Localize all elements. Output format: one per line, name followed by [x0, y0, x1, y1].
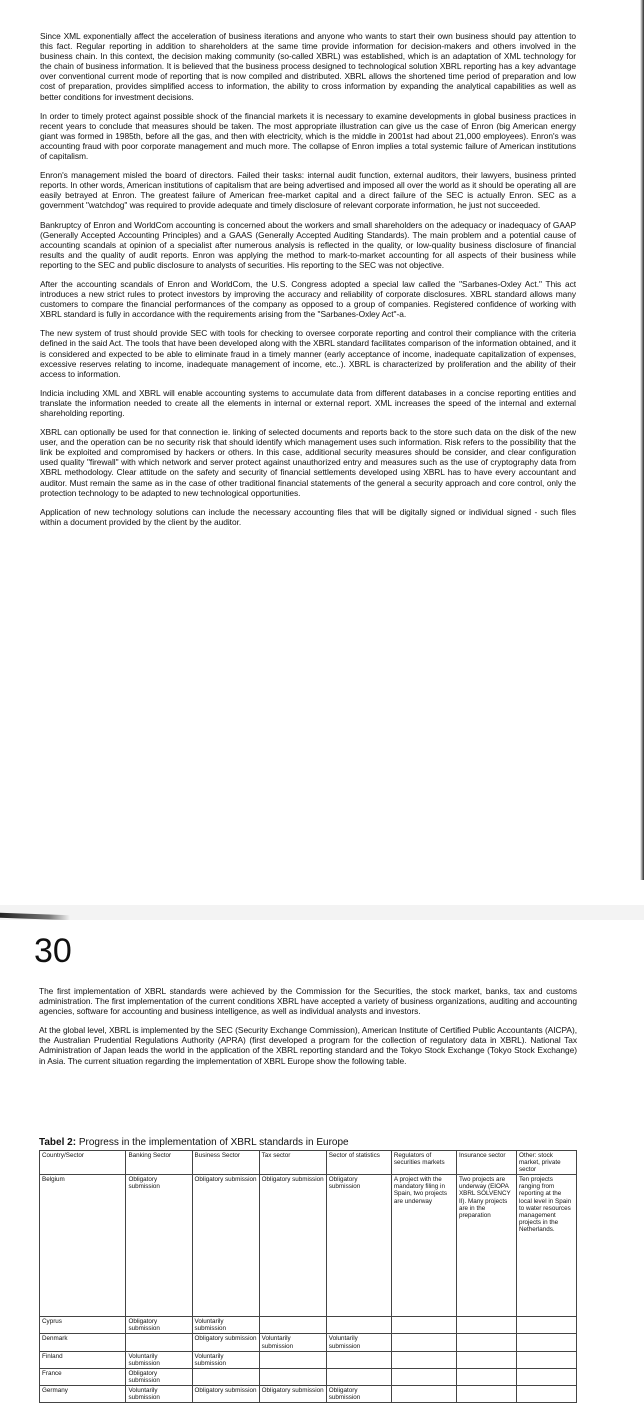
table-cell: Denmark	[40, 1334, 126, 1351]
table-row	[40, 1175, 577, 1317]
paragraph: At the global level, XBRL is implemented by the SEC (Security Exchange Commission), American Institute of Certified Public Accountants (AICPA), the Australian Prudential Regulations Authority (APRA) (first developed a program for the collection of regulatory data in XBRL). National Tax Administration of Japan leads the world in the application of the XBRL reporting standard and the Tokyo Stock Exchange (Tokyo Stock Exchange) in Asia. The current situation regarding the implementation of XBRL Europe show the following table.	[39, 1025, 577, 1066]
table-cell: Ten projects ranging from reporting at the local level in Spain to water resources management projects in the Netherlands.	[516, 1175, 576, 1317]
paragraph: The new system of trust should provide SEC with tools for checking to oversee corporate reporting and control their compliance with the criteria defined in the said Act. The tools that have been developed along with the XBRL standard facilitates comparison of the information obtained, and it is considered and expected to be able to eliminate fraud in a timely manner (early acceptance of income, inadequate capitalization of expenses, excessive reserves relating to income, inadequate management of income, etc..). XBRL is characterized by proliferation and the ability of their access to information.	[40, 328, 576, 379]
table-cell: Finland	[40, 1351, 126, 1368]
table-cell	[391, 1317, 456, 1334]
table-cell: Voluntarily submission	[326, 1334, 391, 1351]
table-cell	[456, 1368, 516, 1385]
paragraph: Indicia including XML and XBRL will enable accounting systems to accumulate data from different databases in a concise reporting entities and translate the information needed to create all the elements in internal or external report. XML increases the speed of the internal and external shareholding reporting.	[40, 387, 576, 418]
paragraph: Bankruptcy of Enron and WorldCom accounting is concerned about the workers and small shareholders on the adequacy or inadequacy of GAAP (Generally Accepted Accounting Principles) and a GAAS (Generally Accepted Auditing Standards). The main problem and a potential cause of accounting scandals at opinion of a specialist after numerous analysis is reflected in the quality, or low-quality business disclosure of financial results and the quality of audit reports. Enron was applying the method to mark-to-market accounting for all aspects of their business while reporting to the SEC and public disclosure to analysts of securities. His reporting to the SEC was not objective.	[40, 219, 576, 270]
table-cell	[516, 1386, 576, 1403]
xbrl-progress-table	[39, 1150, 577, 1403]
table-cell	[456, 1317, 516, 1334]
table-cell: Obligatory submission	[326, 1386, 391, 1403]
table-cell: Germany	[40, 1386, 126, 1403]
table-cell: Obligatory submission	[326, 1175, 391, 1317]
table-caption-label: Tabel 2:	[39, 1137, 77, 1148]
table-cell: Obligatory submission	[192, 1175, 259, 1317]
table-cell: Voluntarily submission	[126, 1351, 192, 1368]
table-cell: Obligatory submission	[259, 1175, 326, 1317]
table-row	[40, 1368, 577, 1385]
table-cell	[326, 1317, 391, 1334]
paragraph: Enron's management misled the board of directors. Failed their tasks: internal audit function, external auditors, their lawyers, business printed reports. In other words, American institutions of capitalism that are being advertised and imposed all over the world as it should be operating all are easily betrayed at Enron. The greatest failure of American free-market capital and a direct failure of the SEC is actually Enron. SEC as a government "watchdog" was required to provide adequate and timely disclosure of relevant corporate information, he just not succeeded.	[40, 170, 576, 211]
table-cell	[516, 1368, 576, 1385]
table-cell	[516, 1334, 576, 1351]
table-cell	[126, 1334, 192, 1351]
table-header-cell: Country/Sector	[40, 1151, 126, 1175]
table-cell: Obligatory submission	[126, 1317, 192, 1334]
table-row	[40, 1317, 577, 1334]
table-header-cell: Sector of statistics	[326, 1151, 391, 1175]
document-page-2	[0, 920, 644, 1425]
table-cell	[516, 1351, 576, 1368]
table-cell	[391, 1351, 456, 1368]
table-header-cell: Banking Sector	[126, 1151, 192, 1175]
table-cell: Obligatory submission	[192, 1386, 259, 1403]
page-1-body	[40, 31, 576, 536]
table-row	[40, 1386, 577, 1403]
table-header-row	[40, 1151, 577, 1175]
table-header-cell: Tax sector	[259, 1151, 326, 1175]
table-row	[40, 1334, 577, 1351]
paragraph: Since XML exponentially affect the acceleration of business iterations and anyone who wants to start their own business should pay attention to this fact. Regular reporting in addition to shareholders at the same time provide information for decision-makers and others involved in the business chain. In this context, the decision making community (so-called XBRL) was established, which is an adaptation of XML technology for the chain of business information. It is believed that the business process designed to technological solution XBRL reporting has a key advantage over conventional current mode of reporting that is now compiled and distributed. XBRL allows the shortened time period of preparation and low cost of preparation, provides simplified access to information, the ability to cross information by expanding the analytical capabilities as well as better conditions for investment decisions.	[40, 31, 576, 102]
table-cell	[259, 1351, 326, 1368]
table-cell: Voluntarily submission	[192, 1351, 259, 1368]
table-cell	[192, 1368, 259, 1385]
table-cell	[391, 1334, 456, 1351]
table-cell: Two projects are underway (EIOPA XBRL SOLVENCY II). Many projects are in the preparation	[456, 1175, 516, 1317]
table-cell	[391, 1368, 456, 1385]
paragraph: The first implementation of XBRL standards were achieved by the Commission for the Securities, the stock market, banks, tax and customs administration. The first implementation of the current conditions XBRL have accepted a variety of business organizations, auditing and accounting agencies, software for accounting and business intelligence, as well as individual analysts and investors.	[39, 986, 577, 1017]
table-cell: France	[40, 1368, 126, 1385]
page-2-body	[39, 986, 577, 1075]
table-cell	[391, 1386, 456, 1403]
table-caption	[39, 1137, 349, 1148]
table-caption-text: Progress in the implementation of XBRL standards in Europe	[76, 1137, 349, 1148]
table-cell: Voluntarily submission	[192, 1317, 259, 1334]
paragraph: In order to timely protect against possible shock of the financial markets it is necessary to examine developments in global business practices in recent years to conclude that measures should be taken. The most appropriate illustration can give us the case of Enron (big American energy giant was formed in 1985th, before all the gas, and then with electricity, which is the middle in 2001st had about 21,000 employees). Enron's was accounting fraud with poor corporate management and much more. The collapse of Enron implies a total systemic failure of American institutions of capitalism.	[40, 110, 576, 162]
table-cell: Obligatory submission	[259, 1386, 326, 1403]
table-cell	[516, 1317, 576, 1334]
table-cell: Belgium	[40, 1175, 126, 1317]
table-cell	[456, 1351, 516, 1368]
table-header-cell: Insurance sector	[456, 1151, 516, 1175]
table-cell	[326, 1368, 391, 1385]
table-cell: Obligatory submission	[126, 1368, 192, 1385]
table-cell: Obligatory submission	[126, 1175, 192, 1317]
table-cell	[259, 1368, 326, 1385]
table-cell: Voluntarily submission	[126, 1386, 192, 1403]
page-edge-shadow	[640, 0, 644, 880]
page-number: 30	[34, 932, 72, 970]
table-cell	[456, 1386, 516, 1403]
paragraph: XBRL can optionally be used for that connection ie. linking of selected documents and reports back to the store such data on the disk of the new user, and the operation can be no security risk that should identify which management uses such information. Risk refers to the possibility that the link be exploited and compromised by hackers or others. In this case, additional security measures should be consider, and clear configuration used quality "firewall" with which network and server protect against unauthorized entry and measures such as the use of cryptography data from XBRL methodology. Clear attitude on the safety and security of financial settlements developed using XBRL has to have every accountant and auditor. Must remain the same as in the case of other traditional financial statements of the general a security approach and core control, only the protection technology to be adapted to new technological opportunities.	[40, 427, 576, 498]
table-cell: A project with the mandatory filing in Spain, two projects are underway	[391, 1175, 456, 1317]
table-cell: Obligatory submission	[192, 1334, 259, 1351]
table-cell	[456, 1334, 516, 1351]
table-cell: Cyprus	[40, 1317, 126, 1334]
table-cell	[326, 1351, 391, 1368]
paragraph: Application of new technology solutions can include the necessary accounting files that will be digitally signed or individual signed - such files within a document provided by the client by the auditor.	[40, 506, 576, 527]
table-cell	[259, 1317, 326, 1334]
table-header-cell: Other: stock market, private sector	[516, 1151, 576, 1175]
table-header-cell: Business Sector	[192, 1151, 259, 1175]
table-cell: Voluntarily submission	[259, 1334, 326, 1351]
paragraph: After the accounting scandals of Enron and WorldCom, the U.S. Congress adopted a special law called the "Sarbanes-Oxley Act." This act introduces a new strict rules to protect investors by improving the accuracy and reliability of corporate disclosures. XBRL standard allows many customers to compare the financial performances of the company as opposed to a group of companies. Registered confidence of working with XBRL standard is fully in accordance with the requirements arising from the "Sarbanes-Oxley Act"-a.	[40, 278, 576, 320]
table-header-cell: Regulators of securities markets	[391, 1151, 456, 1175]
table-row	[40, 1351, 577, 1368]
